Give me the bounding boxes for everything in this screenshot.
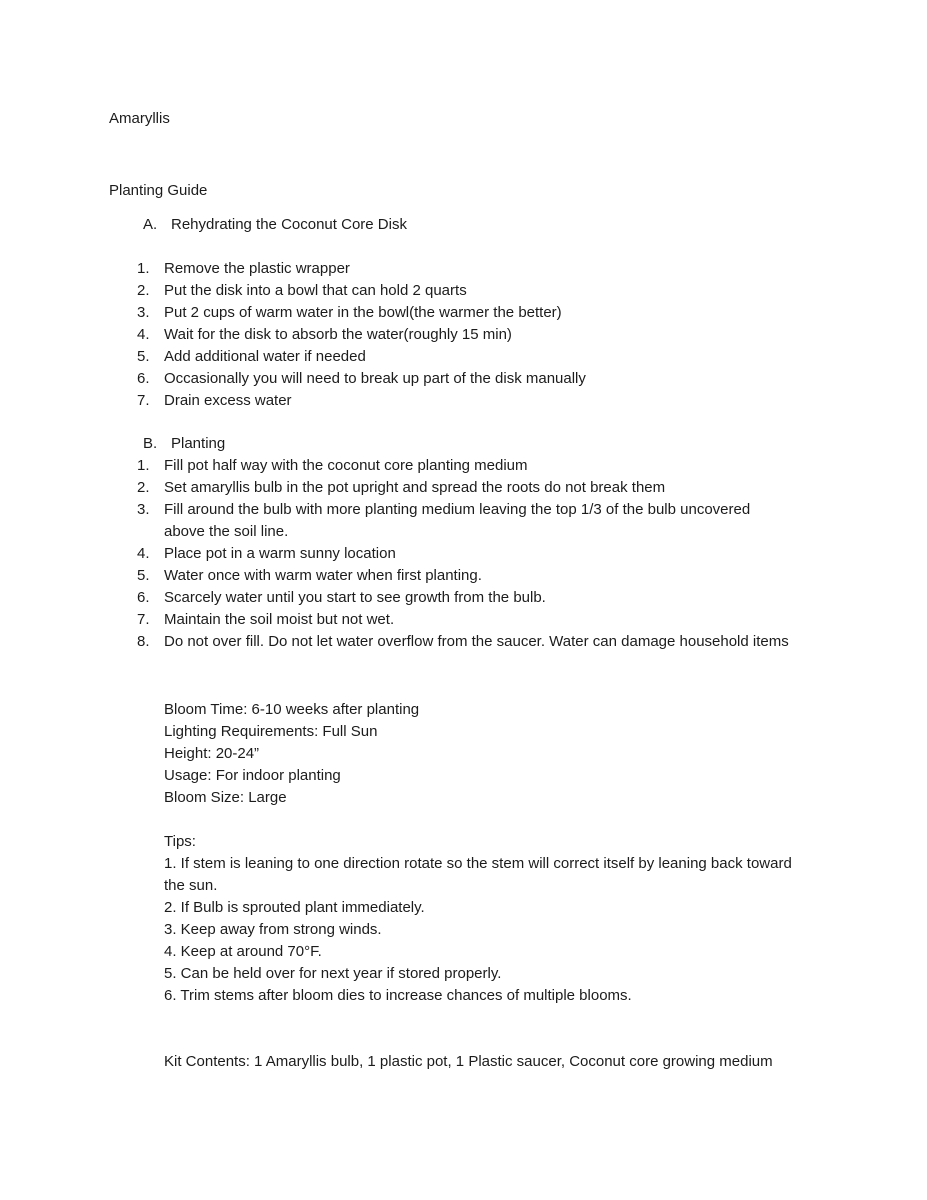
list-text xyxy=(164,499,750,543)
list-item xyxy=(137,368,867,390)
list-marker: 4. xyxy=(137,545,150,562)
list-item xyxy=(137,302,867,324)
list-marker: 4. xyxy=(137,326,150,343)
list-item xyxy=(137,280,867,302)
list-text: Maintain the soil moist but not wet. xyxy=(164,611,395,628)
kit-contents: Kit Contents: 1 Amaryllis bulb, 1 plastic pot, 1 Plastic saucer, Coconut core growing medium xyxy=(164,1053,773,1070)
section-b-steps xyxy=(137,455,867,653)
list-text-line: Fill around the bulb with more planting medium leaving the top 1/3 of the bulb uncovered xyxy=(164,501,751,518)
list-item xyxy=(137,499,867,543)
attribute-line: Height: 20-24” xyxy=(164,745,260,762)
section-a-heading xyxy=(143,214,867,236)
list-text: Place pot in a warm sunny location xyxy=(164,545,396,562)
list-item xyxy=(137,324,867,346)
list-text: Remove the plastic wrapper xyxy=(164,260,350,277)
section-b-title: Planting xyxy=(171,435,226,452)
tip-line: 1. If stem is leaning to one direction rotate so the stem will correct itself by leaning back toward xyxy=(164,855,792,872)
list-marker: 3. xyxy=(137,501,150,518)
list-text-line: above the soil line. xyxy=(164,523,289,540)
list-text: Drain excess water xyxy=(164,392,292,409)
list-marker: 2. xyxy=(137,479,150,496)
list-item xyxy=(137,477,867,499)
attribute-line: Lighting Requirements: Full Sun xyxy=(164,723,378,740)
list-marker: 3. xyxy=(137,304,150,321)
list-item xyxy=(137,258,867,280)
section-a-title: Rehydrating the Coconut Core Disk xyxy=(171,216,407,233)
list-marker: 1. xyxy=(137,260,150,277)
list-item xyxy=(137,565,867,587)
list-marker: 5. xyxy=(137,348,150,365)
tip-line: 6. Trim stems after bloom dies to increase chances of multiple blooms. xyxy=(164,987,632,1004)
list-marker: 8. xyxy=(137,633,150,650)
list-marker: 6. xyxy=(137,589,150,606)
tip-line: 5. Can be held over for next year if stored properly. xyxy=(164,965,502,982)
tips-section xyxy=(164,831,867,1007)
section-a-label: A. xyxy=(143,216,158,233)
list-marker: 7. xyxy=(137,611,150,628)
list-marker: 1. xyxy=(137,457,150,474)
list-text: Do not over fill. Do not let water overflow from the saucer. Water can damage household items xyxy=(164,633,789,650)
list-text: Water once with warm water when first planting. xyxy=(164,567,482,584)
list-item xyxy=(137,346,867,368)
list-item xyxy=(137,455,867,477)
attribute-line: Usage: For indoor planting xyxy=(164,767,341,784)
list-text: Add additional water if needed xyxy=(164,348,366,365)
tips-heading: Tips: xyxy=(164,833,196,850)
list-item xyxy=(137,587,867,609)
doc-title: Amaryllis xyxy=(109,110,170,127)
section-b-label: B. xyxy=(143,435,158,452)
list-text: Fill pot half way with the coconut core planting medium xyxy=(164,457,528,474)
list-item xyxy=(137,631,867,653)
list-text: Scarcely water until you start to see growth from the bulb. xyxy=(164,589,546,606)
list-text: Put 2 cups of warm water in the bowl(the warmer the better) xyxy=(164,304,562,321)
attribute-line: Bloom Size: Large xyxy=(164,789,287,806)
attribute-line: Bloom Time: 6-10 weeks after planting xyxy=(164,701,420,718)
tip-line: 4. Keep at around 70°F. xyxy=(164,943,322,960)
list-marker: 2. xyxy=(137,282,150,299)
list-marker: 7. xyxy=(137,392,150,409)
guide-title: Planting Guide xyxy=(109,182,208,199)
list-item xyxy=(137,543,867,565)
list-text: Put the disk into a bowl that can hold 2 quarts xyxy=(164,282,467,299)
plant-attributes xyxy=(164,699,867,809)
list-text: Occasionally you will need to break up part of the disk manually xyxy=(164,370,586,387)
list-item xyxy=(137,609,867,631)
list-marker: 6. xyxy=(137,370,150,387)
list-text: Set amaryllis bulb in the pot upright and spread the roots do not break them xyxy=(164,479,666,496)
tip-line: the sun. xyxy=(164,877,218,894)
tip-line: 2. If Bulb is sprouted plant immediately. xyxy=(164,899,425,916)
section-b-heading xyxy=(143,433,867,455)
list-item xyxy=(137,390,867,412)
list-marker: 5. xyxy=(137,567,150,584)
tip-line: 3. Keep away from strong winds. xyxy=(164,921,382,938)
section-a-steps xyxy=(137,258,867,412)
list-text: Wait for the disk to absorb the water(roughly 15 min) xyxy=(164,326,512,343)
